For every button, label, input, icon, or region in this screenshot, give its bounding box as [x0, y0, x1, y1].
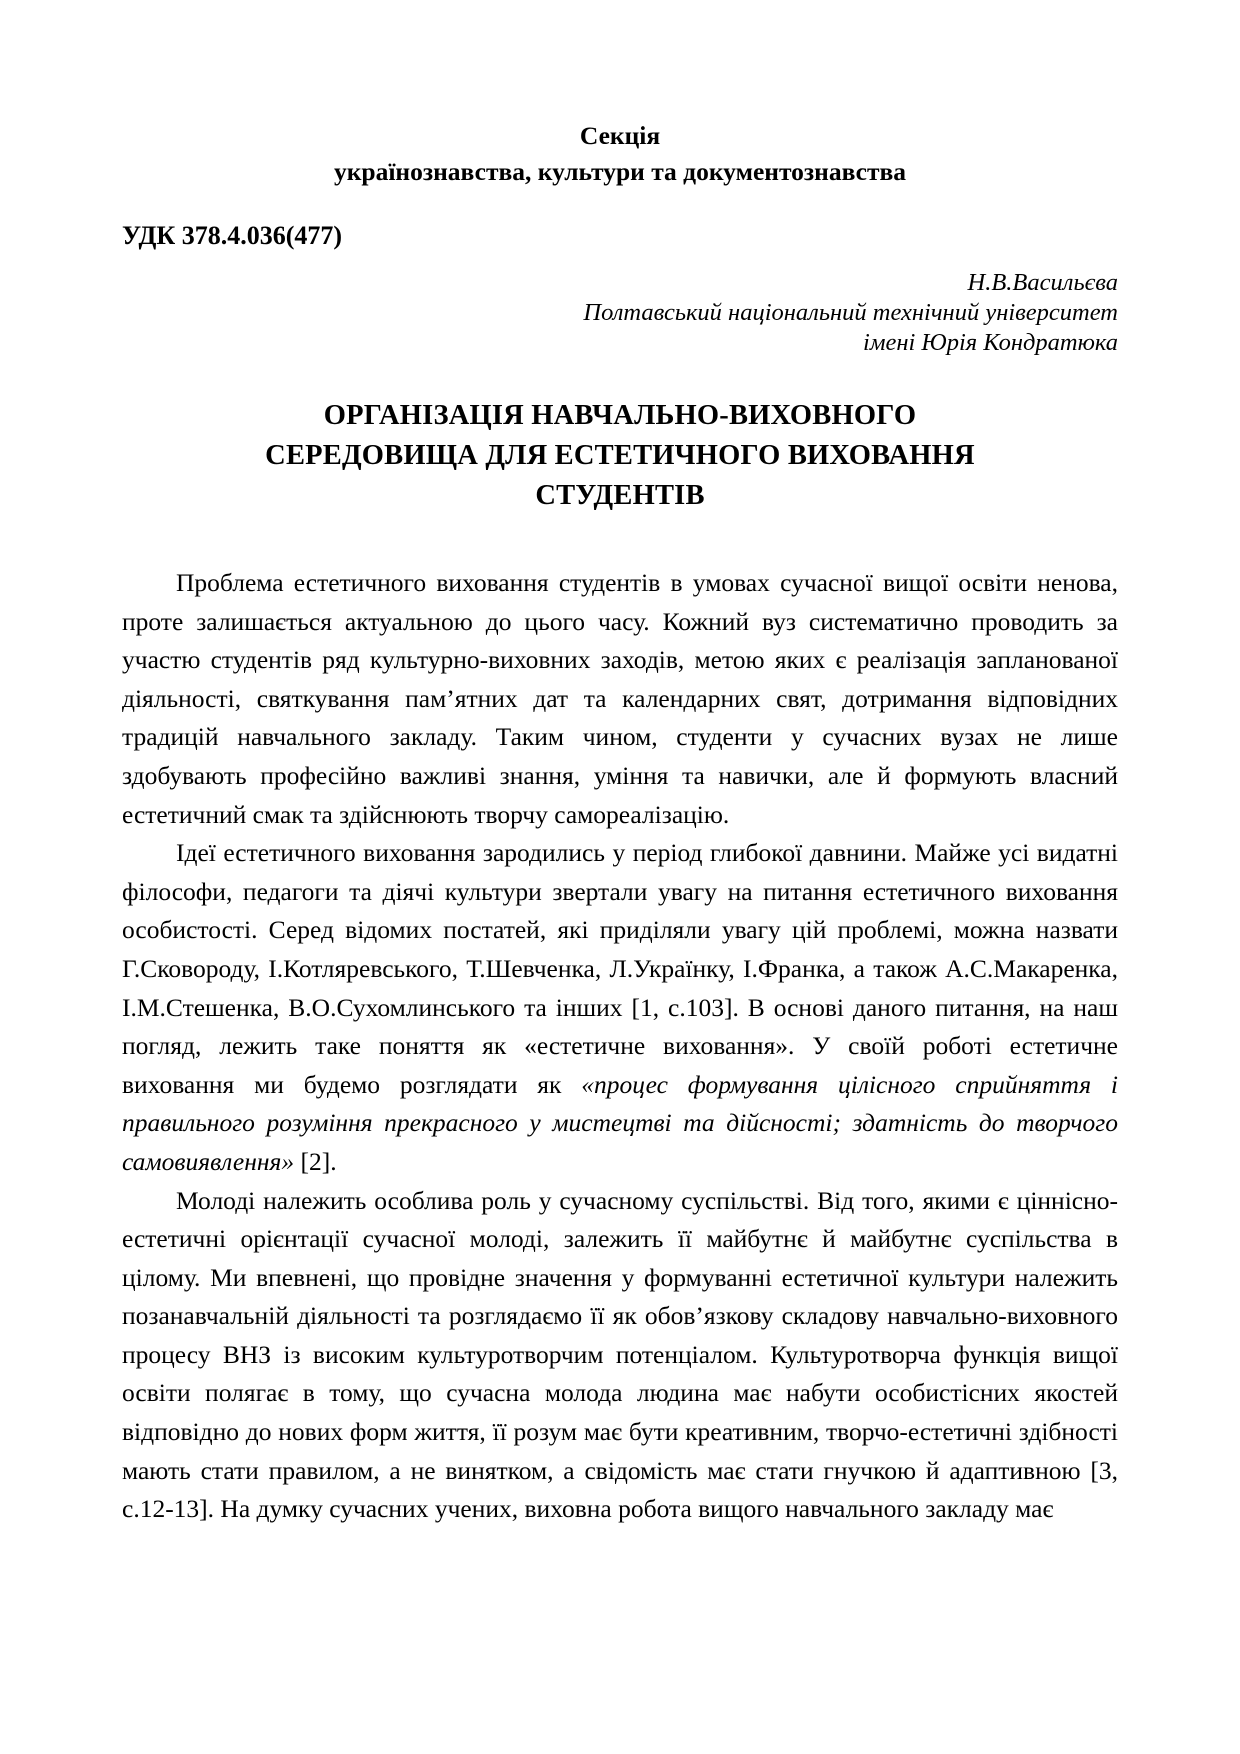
author-block — [122, 268, 1118, 358]
paragraph-2 — [122, 834, 1118, 1181]
article-title-line-3: СТУДЕНТІВ — [535, 480, 705, 511]
paragraph-2-text-before-quote: Ідеї естетичного виховання зародились у період глибокої давнини. Майже усі видатні філософи, педагоги та діячі культури звертали увагу на питання естетичного виховання особистості. Серед відомих постатей, які приділяли увагу цій проблемі, можна назвати Г.Сковороду, І.Котляревського, Т.Шевченка, Л.Українку, І.Франка, а також А.С.Макаренка, І.М.Стешенка, В.О.Сухомлинського та інших [1, с.103]. В основі даного питання, на наш погляд, лежить таке поняття як «естетичне виховання». У своїй роботі естетичне виховання ми будемо розглядати як — [122, 838, 1118, 1099]
section-heading-line-1: Секція — [579, 121, 661, 150]
article-title-line-1: ОРГАНІЗАЦІЯ НАВЧАЛЬНО-ВИХОВНОГО — [323, 400, 917, 431]
section-heading-line-2: українознавства, культури та документознавства — [333, 157, 907, 186]
paragraph-3: Молоді належить особлива роль у сучасному суспільстві. Від того, якими є ціннісно-естетичні орієнтації сучасної молоді, залежить її майбутнє й майбутнє суспільства в цілому. Ми впевнені, що провідне значення у формуванні естетичної культури належить позанавчальній діяльності та розглядаємо її як обов’язкову складову навчально-виховного процесу ВНЗ із високим культуротворчим потенціалом. Культуротворча функція вищої освіти полягає в тому, що сучасна молода людина має набути особистісних якостей відповідно до нових форм життя, її розум має бути креативним, творчо-естетичні здібності мають стати правилом, а не винятком, а свідомість має стати гнучкою й адаптивною [3, с.12-13]. На думку сучасних учених, виховна робота вищого навчального закладу має — [122, 1185, 1118, 1524]
paragraph-1: Проблема естетичного виховання студентів в умовах сучасної вищої освіти ненова, проте залишається актуальною до цього часу. Кожний вуз систематично проводить за участю студентів ряд культурно-виховних заходів, метою яких є реалізація запланованої діяльності, святкування пам’ятних дат та календарних свят, дотримання відповідних традицій навчального закладу. Таким чином, студенти у сучасних вузах не лише здобувають професійно важливі знання, уміння та навички, але й формують власний естетичний смак та здійснюють творчу самореалізацію. — [122, 568, 1118, 829]
paragraph-2-quotation: «процес формування цілісного сприйняття і правильного розуміння прекрасного у мистецтві та дійсності; здатність до творчого самовиявлення» — [122, 1069, 1118, 1176]
paragraph-2-reference: [2]. — [294, 1146, 337, 1176]
author-name: Н.В.Васильєва — [967, 269, 1118, 296]
article-title — [122, 396, 1118, 516]
author-affiliation-line-1: Полтавський національний технічний університет — [583, 299, 1118, 326]
author-affiliation-line-2: імені Юрія Кондратюка — [863, 329, 1118, 356]
section-heading — [122, 118, 1118, 190]
body-text — [122, 564, 1118, 1529]
udc-code: УДК 378.4.036(477) — [122, 221, 343, 250]
article-title-line-2: СЕРЕДОВИЩА ДЛЯ ЕСТЕТИЧНОГО ВИХОВАННЯ — [265, 440, 975, 471]
